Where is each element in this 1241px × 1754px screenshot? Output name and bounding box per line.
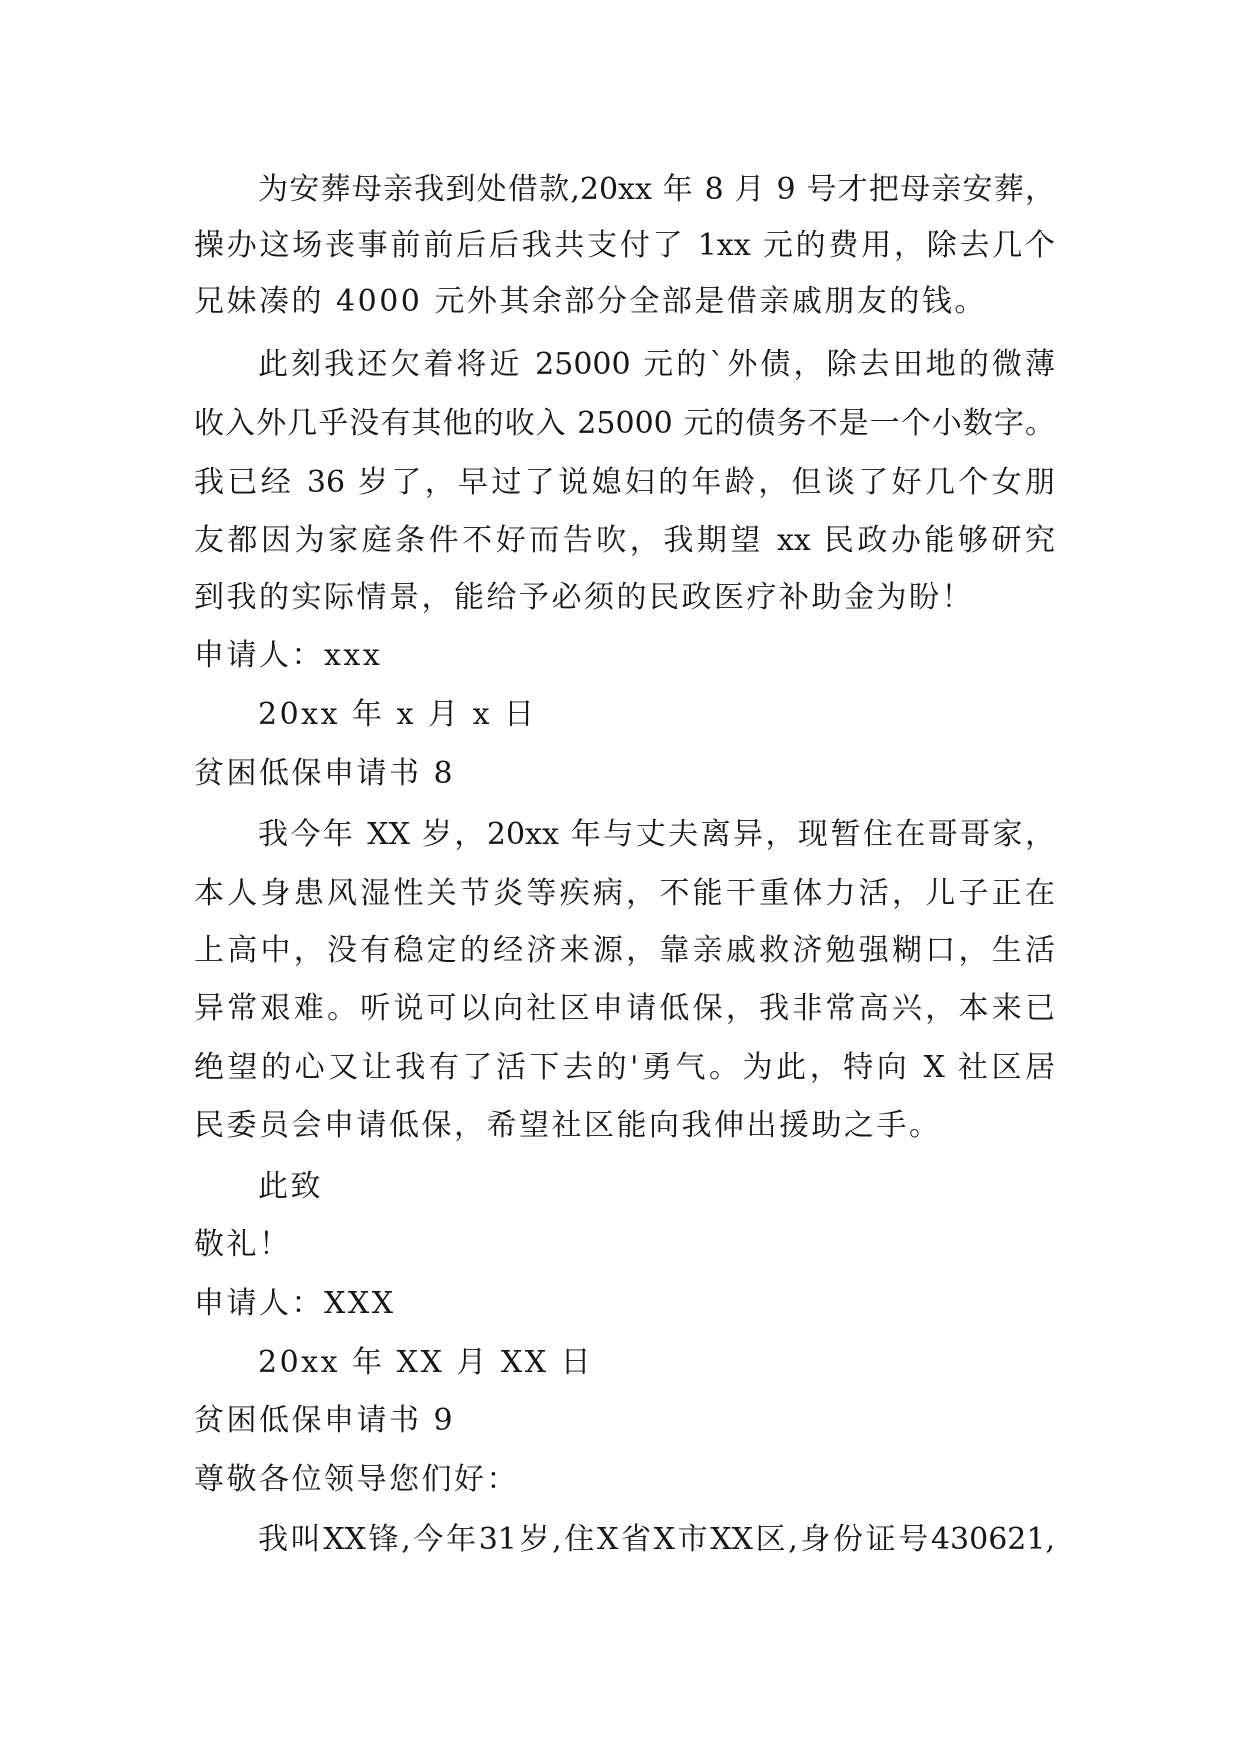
- body-line: 操办这场丧事前前后后我共支付了 1xx 元的费用，除去几个: [194, 228, 1055, 263]
- body-line: 本人身患风湿性关节炎等疾病，不能干重体力活，儿子正在: [194, 876, 1055, 911]
- body-line: 我今年 XX 岁，20xx 年与丈夫离异，现暂住在哥哥家，: [258, 817, 1055, 852]
- applicant-signature: 申请人：XXX: [194, 1286, 396, 1321]
- body-line: 友都因为家庭条件不好而告吹，我期望 xx 民政办能够研究: [194, 523, 1055, 558]
- letter-greeting: 尊敬各位领导您们好：: [194, 1462, 519, 1497]
- letter-date: 20xx 年 XX 月 XX 日: [258, 1345, 594, 1380]
- letter-title: 贫困低保申请书 9: [194, 1403, 456, 1438]
- body-line: 我叫XX锋,今年31岁,住X省X市XX区,身份证号430621,: [258, 1522, 1055, 1557]
- body-line: 此刻我还欠着将近 25000 元的`外债，除去田地的微薄: [258, 347, 1055, 382]
- body-line: 我已经 36 岁了，早过了说媳妇的年龄，但谈了好几个女朋: [194, 465, 1055, 500]
- closing-phrase: 此致: [258, 1169, 323, 1204]
- body-line: 为安葬母亲我到处借款,20xx 年 8 月 9 号才把母亲安葬，: [258, 172, 1055, 207]
- letter-date: 20xx 年 x 月 x 日: [258, 697, 537, 732]
- body-line: 到我的实际情景，能给予必须的民政医疗补助金为盼！: [194, 580, 974, 615]
- body-line: 民委员会申请低保，希望社区能向我伸出援助之手。: [194, 1108, 942, 1143]
- applicant-signature: 申请人：xxx: [194, 638, 383, 673]
- body-line: 上高中，没有稳定的经济来源，靠亲戚救济勉强糊口，生活: [194, 933, 1055, 968]
- body-line: 绝望的心又让我有了活下去的'勇气。为此，特向 X 社区居: [194, 1050, 1055, 1085]
- body-line: 异常艰难。听说可以向社区申请低保，我非常高兴，本来已: [194, 991, 1055, 1026]
- letter-title: 贫困低保申请书 8: [194, 756, 456, 791]
- closing-salute: 敬礼！: [194, 1227, 292, 1262]
- body-line: 收入外几乎没有其他的收入 25000 元的债务不是一个小数字。: [194, 406, 1055, 441]
- body-line: 兄妹凑的 4000 元外其余部分全部是借亲戚朋友的钱。: [194, 284, 987, 319]
